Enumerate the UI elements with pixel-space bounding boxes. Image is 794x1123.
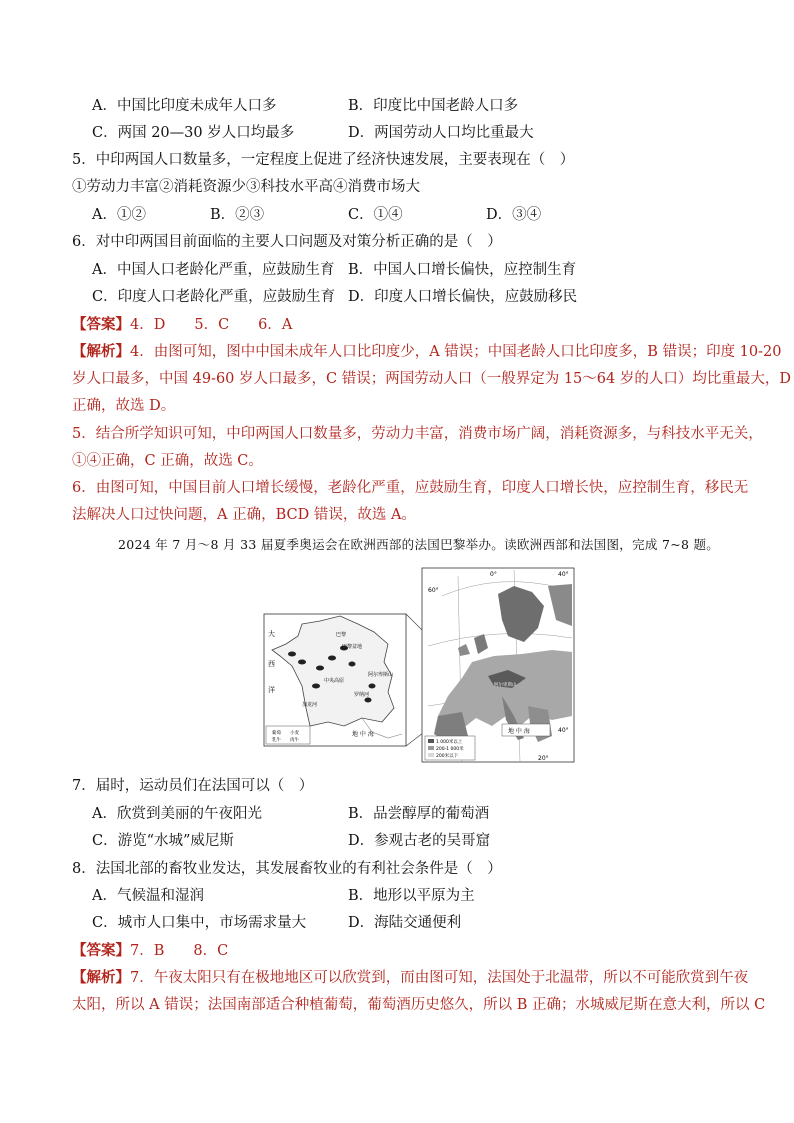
explanation-line-7: 法解决人口过快问题，A 正确，BCD 错误，故选 A。 — [72, 507, 416, 523]
explanation-line-5: ①④正确，C 正确，故选 C。 — [72, 453, 263, 469]
label-plateau: 中央高原 — [324, 678, 345, 684]
lon-0: 0° — [490, 571, 497, 578]
explanation2-line-1 — [72, 968, 748, 988]
explanation-line-2: 岁人口最多，中国 49-60 岁人口最多，C 错误；两国劳动人口（一般界定为 15～64 岁的人口）均比重最大，D — [72, 371, 791, 387]
legend-beef: 肉牛 — [290, 738, 299, 743]
q8-option-d: D．海陆交通便利 — [348, 915, 462, 931]
q5-option-a: A．①② — [92, 207, 146, 223]
lat-40: 40° — [558, 727, 569, 734]
label-atlantic-a: 大 — [268, 630, 275, 638]
answer-block-2 — [72, 941, 228, 961]
lat-60: 60° — [428, 587, 439, 594]
q6-option-b: B．中国人口增长偏快，应控制生育 — [348, 262, 577, 278]
lon-40: 40° — [558, 571, 569, 578]
q8-stem: 8．法国北部的畜牧业发达，其发展畜牧业的有利社会条件是（ ） — [72, 861, 502, 877]
legend-grape: 葡萄 — [272, 731, 281, 736]
label-basin: 巴黎盆地 — [342, 644, 363, 650]
label-alps-fr: 阿尔卑斯山 — [368, 672, 394, 678]
q8-option-c: C．城市人口集中，市场需求量大 — [92, 915, 307, 931]
q7-stem: 7．届时，运动员们在法国可以（ ） — [72, 778, 314, 794]
label-paris: 巴黎 — [336, 632, 347, 638]
europe-map — [422, 568, 574, 762]
legend-dairy: 乳牛 — [272, 738, 281, 743]
q6-option-d: D．印度人口增长偏快，应鼓励移民 — [348, 289, 578, 305]
maps-figure — [262, 566, 578, 764]
france-map — [264, 614, 406, 746]
label-med-eu: 地 中 海 — [508, 728, 530, 735]
lon-20: 20° — [538, 755, 549, 762]
explanation-line-1 — [72, 342, 781, 362]
explanation-line-3: 正确，故选 D。 — [72, 398, 176, 414]
explanation2-text: 7．午夜太阳只有在极地地区可以欣赏到，而由图可知，法国处于北温带，所以不可能欣赏到午夜 — [130, 970, 749, 986]
answer-tag-2: 【答案】 — [72, 942, 130, 959]
answer-block-1 — [72, 315, 292, 335]
q7-option-c: C．游览“水城”威尼斯 — [92, 833, 234, 849]
section-intro: 2024 年 7 月～8 月 33 届夏季奥运会在欧洲西部的法国巴黎举办。读欧洲西部和法国图，完成 7~8 题。 — [118, 537, 720, 552]
prev-option-d: D．两国劳动人口均比重最大 — [348, 125, 534, 141]
legend-mid: 200-1 000米 — [436, 747, 464, 752]
explanation-text: 4．由图可知，图中中国未成年人口比印度少，A 错误；中国老龄人口比印度多，B 错误；印度 10-20 — [130, 344, 782, 360]
legend-high: 1 000米以上 — [436, 740, 463, 745]
explanation-tag: 【解析】 — [72, 343, 130, 360]
q8-option-a: A．气候温和湿润 — [92, 888, 204, 904]
label-garonne: 加龙河 — [302, 702, 318, 708]
q8-option-b: B．地形以平原为主 — [348, 888, 475, 904]
q7-option-d: D．参观古老的吴哥窟 — [348, 833, 491, 849]
q6-option-c: C．印度人口老龄化严重，应鼓励生育 — [92, 289, 336, 305]
answer-text-2: 7．B 8．C — [130, 943, 229, 959]
label-atlantic-c: 洋 — [268, 686, 275, 694]
prev-option-c: C．两国 20—30 岁人口均最多 — [92, 125, 295, 141]
q7-option-a: A．欣赏到美丽的午夜阳光 — [92, 806, 262, 822]
prev-option-b: B．印度比中国老龄人口多 — [348, 98, 519, 114]
legend-low: 200米以下 — [436, 754, 459, 759]
explanation2-line-2: 太阳，所以 A 错误；法国南部适合种植葡萄，葡萄酒历史悠久，所以 B 正确；水城威尼斯在意大利，所以 C — [72, 997, 766, 1013]
label-atlantic-b: 西 — [268, 660, 275, 668]
label-alps-eu: 阿尔卑斯山 — [494, 683, 517, 688]
answer-tag: 【答案】 — [72, 316, 130, 333]
answer-text: 4．D 5．C 6．A — [130, 317, 293, 333]
q6-stem: 6．对中印两国目前面临的主要人口问题及对策分析正确的是（ ） — [72, 234, 502, 250]
explanation-line-4: 5．结合所学知识可知，中印两国人口数量多，劳动力丰富，消费市场广阔，消耗资源多，与科技水平无关， — [72, 426, 763, 442]
label-rhone: 罗纳河 — [354, 692, 370, 698]
q5-option-d: D．③④ — [486, 207, 542, 223]
label-med-fr: 地 中 海 — [352, 731, 374, 738]
legend-wheat: 小麦 — [290, 731, 299, 736]
explanation-line-6: 6．由图可知，中国目前人口增长缓慢，老龄化严重，应鼓励生育，印度人口增长快，应控制生育，移民无 — [72, 480, 749, 496]
q5-items: ①劳动力丰富②消耗资源少③科技水平高④消费市场大 — [72, 179, 420, 195]
explanation-tag-2: 【解析】 — [72, 969, 130, 986]
q5-stem: 5．中印两国人口数量多，一定程度上促进了经济快速发展，主要表现在（ ） — [72, 152, 575, 168]
q6-option-a: A．中国人口老龄化严重，应鼓励生育 — [92, 262, 335, 278]
prev-option-a: A．中国比印度未成年人口多 — [92, 98, 277, 114]
q7-option-b: B．品尝醇厚的葡萄酒 — [348, 806, 490, 822]
q5-option-c: C．①④ — [348, 207, 403, 223]
q5-option-b: B．②③ — [210, 207, 265, 223]
